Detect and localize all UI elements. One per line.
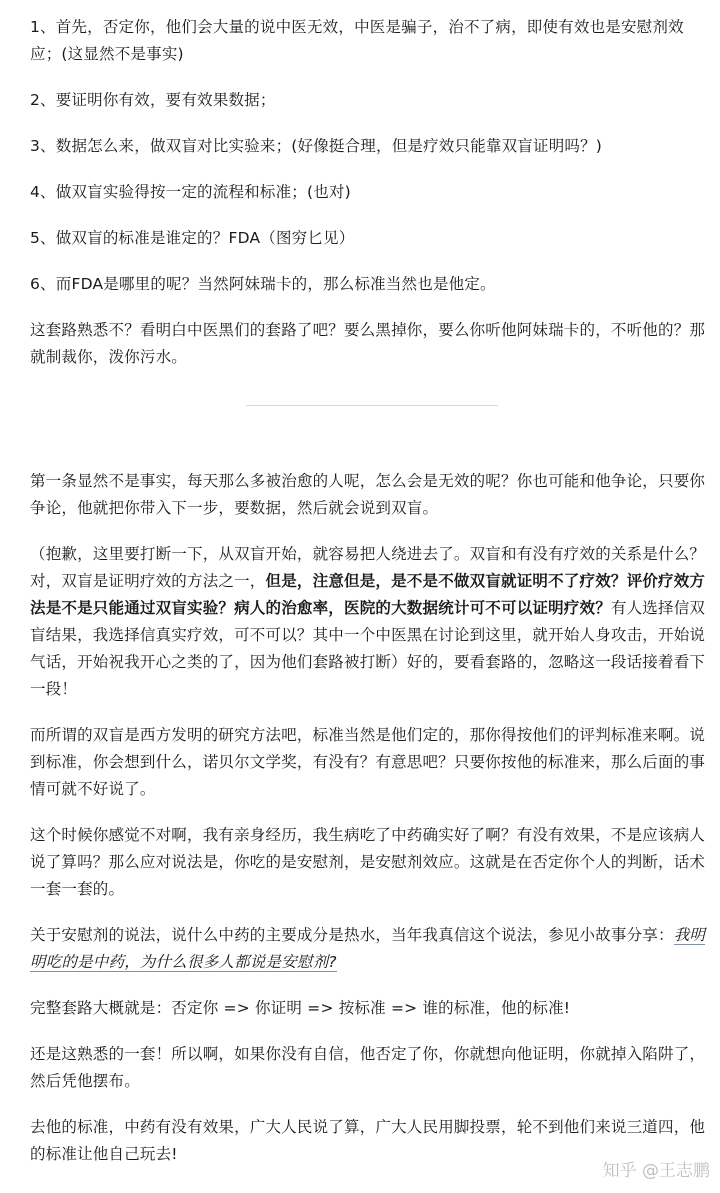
paragraph-placebo [30, 922, 712, 976]
paragraph-6: 6、而FDA是哪里的呢？当然阿妹瑞卡的，那么标准当然也是他定。 [30, 275, 496, 293]
paragraph-full-routine: 完整套路大概就是：否定你 => 你证明 => 按标准 => 谁的标准，他的标准! [30, 999, 571, 1017]
paragraph-aside [30, 541, 712, 703]
zhihu-watermark-text: 知乎 @王志鹏 [602, 1161, 710, 1181]
paragraph-4: 4、做双盲实验得按一定的流程和标准；(也对) [30, 183, 351, 201]
paragraph-7: 这套路熟悉不？看明白中医黑们的套路了吧？要么黑掉你，要么你听他阿妹瑞卡的，不听他的？那就制裁你，泼你污水。 [30, 321, 706, 366]
placebo-text: 关于安慰剂的说法，说什么中药的主要成分是热水，当年我真信这个说法，参见小故事分享： [30, 926, 674, 944]
article-body [30, 14, 712, 1168]
paragraph-3: 3、数据怎么来，做双盲对比实验来；(好像挺合理，但是疗效只能靠双盲证明吗？) [30, 137, 603, 155]
story-link[interactable]: 我明明吃的是中药，为什么很多人都说是安慰剂? [30, 926, 706, 971]
aside-text-2: 有人选择信双盲结果，我选择信真实疗效，可不可以？其中一个中医黑在讨论到这里，就开始人身攻击，开始说气话，开始祝我开心之类的了，因为他们套路被打断）好的，要看套路的，忽略这一段话接着看下一段！ [30, 599, 706, 698]
aside-bold: 但是，注意但是，是不是不做双盲就证明不了疗效？评价疗效方法是不是只能通过双盲实验？病人的治愈率，医院的大数据统计可不可以证明疗效？ [30, 572, 706, 617]
paragraph-last: 去他的标准，中药有没有效果，广大人民说了算，广大人民用脚投票，轮不到他们来说三道四，他的标准让他自己玩去! [30, 1118, 706, 1163]
paragraph-1: 1、首先，否定你，他们会大量的说中医无效，中医是骗子，治不了病，即使有效也是安慰剂效应；(这显然不是事实) [30, 18, 684, 63]
paragraph-feel: 这个时候你感觉不对啊，我有亲身经历，我生病吃了中药确实好了啊？有没有效果，不是应该病人说了算吗？那么应对说法是，你吃的是安慰剂，是安慰剂效应。这就是在否定你个人的判断，话术一套一套的。 [30, 826, 706, 898]
paragraph-5: 5、做双盲的标准是谁定的？FDA（图穷匕见） [30, 229, 355, 247]
paragraph-first-rebuttal: 第一条显然不是事实，每天那么多被治愈的人呢，怎么会是无效的呢？你也可能和他争论，只要你争论，他就把你带入下一步，要数据，然后就会说到双盲。 [30, 472, 706, 517]
zhihu-watermark [603, 1156, 710, 1181]
aside-text-1: （抱歉，这里要打断一下，从双盲开始，就容易把人绕进去了。双盲和有没有疗效的关系是什么？对，双盲是证明疗效的方法之一， [30, 545, 706, 590]
paragraph-again: 还是这熟悉的一套！所以啊，如果你没有自信，他否定了你，你就想向他证明，你就掉入陷阱了，然后凭他摆布。 [30, 1045, 706, 1090]
paragraph-west: 而所谓的双盲是西方发明的研究方法吧，标准当然是他们定的，那你得按他们的评判标准来啊。说到标准，你会想到什么，诺贝尔文学奖，有没有？有意思吧？只要你按他的标准来，那么后面的事情可就不好说了。 [30, 726, 706, 798]
paragraph-2: 2、要证明你有效，要有效果数据； [30, 91, 276, 109]
